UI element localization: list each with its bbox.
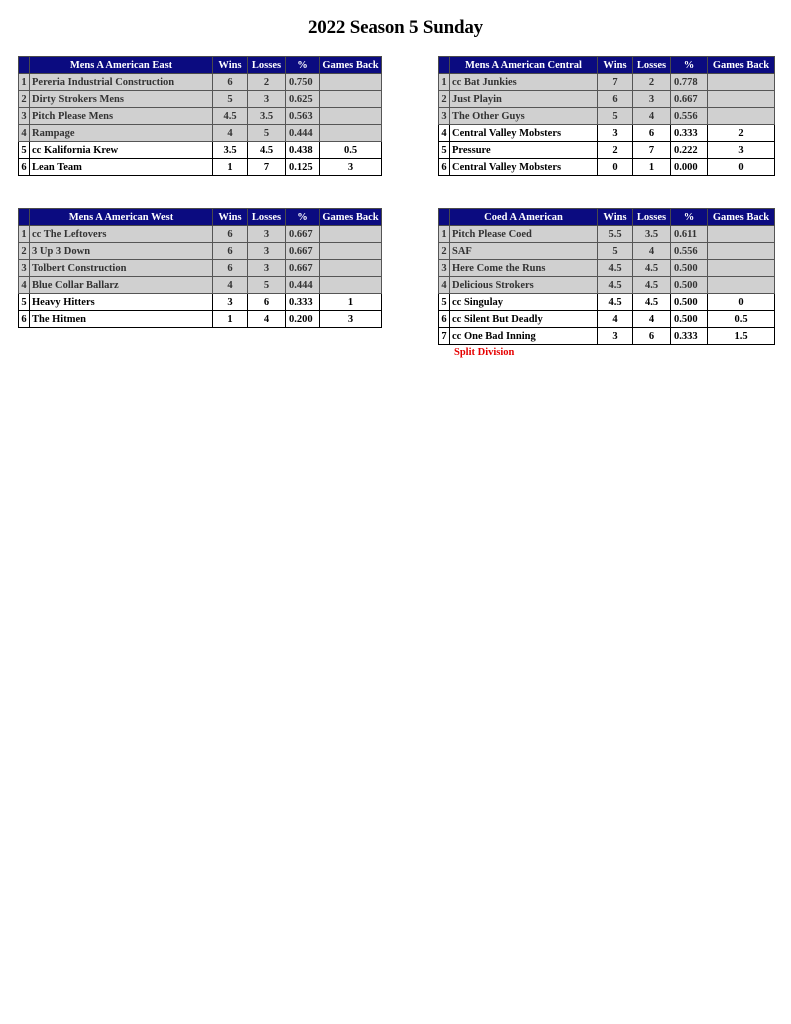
games-back-header: Games Back	[708, 57, 775, 74]
division-name-header: Mens A American Central	[450, 57, 598, 74]
team-name-cell: 3 Up 3 Down	[30, 243, 213, 260]
games-back-cell	[320, 91, 382, 108]
table-row	[19, 108, 382, 125]
table-row	[439, 328, 775, 345]
games-back-cell: 0	[708, 294, 775, 311]
games-back-cell: 1	[320, 294, 382, 311]
table-row	[439, 226, 775, 243]
table-row	[439, 142, 775, 159]
wins-cell: 1	[213, 159, 248, 176]
rank-cell: 4	[439, 277, 450, 294]
team-name-cell: cc Kalifornia Krew	[30, 142, 213, 159]
losses-cell: 1	[633, 159, 671, 176]
table-row	[439, 260, 775, 277]
table-row	[19, 311, 382, 328]
wins-header: Wins	[213, 57, 248, 74]
losses-header: Losses	[248, 57, 286, 74]
losses-cell: 3	[248, 260, 286, 277]
wins-cell: 4.5	[598, 277, 633, 294]
standings-table-coed-a-american	[438, 208, 775, 345]
games-back-cell	[708, 260, 775, 277]
rank-cell: 4	[439, 125, 450, 142]
losses-cell: 4.5	[633, 277, 671, 294]
team-name-cell: Rampage	[30, 125, 213, 142]
rank-cell: 5	[19, 142, 30, 159]
team-name-cell: Central Valley Mobsters	[450, 159, 598, 176]
pct-cell: 0.500	[671, 277, 708, 294]
pct-cell: 0.500	[671, 294, 708, 311]
losses-header: Losses	[633, 209, 671, 226]
team-name-cell: cc Bat Junkies	[450, 74, 598, 91]
wins-cell: 4	[213, 277, 248, 294]
games-back-cell	[708, 277, 775, 294]
team-name-cell: cc The Leftovers	[30, 226, 213, 243]
table-row	[19, 142, 382, 159]
games-back-cell	[320, 74, 382, 91]
wins-cell: 3.5	[213, 142, 248, 159]
team-name-cell: cc One Bad Inning	[450, 328, 598, 345]
pct-cell: 0.563	[286, 108, 320, 125]
rank-header	[19, 57, 30, 74]
games-back-cell	[708, 74, 775, 91]
rank-header	[19, 209, 30, 226]
wins-header: Wins	[213, 209, 248, 226]
wins-cell: 4.5	[213, 108, 248, 125]
wins-cell: 6	[213, 226, 248, 243]
table-header-row	[439, 209, 775, 226]
losses-header: Losses	[633, 57, 671, 74]
rank-cell: 6	[439, 159, 450, 176]
wins-cell: 3	[213, 294, 248, 311]
rank-cell: 4	[19, 277, 30, 294]
losses-cell: 3	[248, 243, 286, 260]
table-row	[19, 74, 382, 91]
rank-cell: 1	[19, 74, 30, 91]
table-row	[439, 159, 775, 176]
games-back-cell	[708, 91, 775, 108]
rank-cell: 3	[19, 260, 30, 277]
games-back-cell	[708, 226, 775, 243]
team-name-cell: cc Silent But Deadly	[450, 311, 598, 328]
table-row	[439, 91, 775, 108]
rank-cell: 2	[439, 243, 450, 260]
team-name-cell: Here Come the Runs	[450, 260, 598, 277]
wins-cell: 0	[598, 159, 633, 176]
pct-cell: 0.444	[286, 277, 320, 294]
losses-cell: 4	[248, 311, 286, 328]
standings-table-mens-a-american-east	[18, 56, 382, 176]
rank-cell: 1	[439, 74, 450, 91]
pct-cell: 0.333	[671, 328, 708, 345]
losses-header: Losses	[248, 209, 286, 226]
pct-cell: 0.500	[671, 260, 708, 277]
team-name-cell: Just Playin	[450, 91, 598, 108]
pct-cell: 0.667	[286, 243, 320, 260]
pct-cell: 0.667	[671, 91, 708, 108]
page-title: 2022 Season 5 Sunday	[308, 17, 483, 38]
games-back-cell	[320, 243, 382, 260]
rank-cell: 1	[439, 226, 450, 243]
wins-cell: 4.5	[598, 294, 633, 311]
rank-cell: 1	[19, 226, 30, 243]
wins-cell: 6	[213, 260, 248, 277]
rank-cell: 3	[19, 108, 30, 125]
games-back-cell: 2	[708, 125, 775, 142]
rank-header	[439, 57, 450, 74]
table-row	[19, 226, 382, 243]
losses-cell: 3.5	[633, 226, 671, 243]
losses-cell: 4	[633, 108, 671, 125]
pct-cell: 0.500	[671, 311, 708, 328]
split-division-note: Split Division	[454, 347, 515, 358]
games-back-cell: 3	[320, 159, 382, 176]
wins-header: Wins	[598, 57, 633, 74]
pct-cell: 0.778	[671, 74, 708, 91]
team-name-cell: Lean Team	[30, 159, 213, 176]
games-back-cell	[320, 277, 382, 294]
rank-cell: 2	[439, 91, 450, 108]
rank-cell: 5	[19, 294, 30, 311]
table-row	[439, 243, 775, 260]
losses-cell: 7	[633, 142, 671, 159]
table-row	[439, 277, 775, 294]
table-row	[439, 108, 775, 125]
pct-header: %	[671, 57, 708, 74]
rank-cell: 2	[19, 91, 30, 108]
losses-cell: 5	[248, 277, 286, 294]
losses-cell: 4	[633, 311, 671, 328]
games-back-cell: 0.5	[320, 142, 382, 159]
losses-cell: 4.5	[633, 260, 671, 277]
games-back-cell: 3	[320, 311, 382, 328]
losses-cell: 2	[248, 74, 286, 91]
losses-cell: 6	[248, 294, 286, 311]
table-header-row	[19, 209, 382, 226]
wins-cell: 3	[598, 328, 633, 345]
table-row	[439, 294, 775, 311]
wins-cell: 7	[598, 74, 633, 91]
games-back-cell	[708, 243, 775, 260]
rank-cell: 6	[439, 311, 450, 328]
wins-cell: 6	[213, 243, 248, 260]
team-name-cell: Blue Collar Ballarz	[30, 277, 213, 294]
pct-cell: 0.200	[286, 311, 320, 328]
table-row	[19, 260, 382, 277]
losses-cell: 4.5	[633, 294, 671, 311]
games-back-header: Games Back	[708, 209, 775, 226]
rank-cell: 5	[439, 142, 450, 159]
team-name-cell: The Hitmen	[30, 311, 213, 328]
table-row	[19, 125, 382, 142]
games-back-header: Games Back	[320, 57, 382, 74]
pct-cell: 0.611	[671, 226, 708, 243]
rank-cell: 6	[19, 311, 30, 328]
team-name-cell: Heavy Hitters	[30, 294, 213, 311]
games-back-cell	[320, 260, 382, 277]
table-header-row	[19, 57, 382, 74]
table-row	[439, 74, 775, 91]
pct-cell: 0.125	[286, 159, 320, 176]
rank-cell: 3	[439, 260, 450, 277]
team-name-cell: Pressure	[450, 142, 598, 159]
pct-cell: 0.444	[286, 125, 320, 142]
team-name-cell: Delicious Strokers	[450, 277, 598, 294]
games-back-cell	[708, 108, 775, 125]
table-header-row	[439, 57, 775, 74]
games-back-cell: 3	[708, 142, 775, 159]
pct-cell: 0.750	[286, 74, 320, 91]
losses-cell: 3	[248, 226, 286, 243]
team-name-cell: Pitch Please Coed	[450, 226, 598, 243]
team-name-cell: cc Singulay	[450, 294, 598, 311]
wins-cell: 6	[213, 74, 248, 91]
pct-header: %	[286, 209, 320, 226]
wins-cell: 5	[598, 108, 633, 125]
wins-cell: 3	[598, 125, 633, 142]
division-name-header: Coed A American	[450, 209, 598, 226]
division-name-header: Mens A American West	[30, 209, 213, 226]
rank-cell: 6	[19, 159, 30, 176]
games-back-header: Games Back	[320, 209, 382, 226]
table-row	[19, 91, 382, 108]
losses-cell: 3.5	[248, 108, 286, 125]
pct-cell: 0.333	[671, 125, 708, 142]
wins-header: Wins	[598, 209, 633, 226]
wins-cell: 6	[598, 91, 633, 108]
team-name-cell: Tolbert Construction	[30, 260, 213, 277]
rank-cell: 5	[439, 294, 450, 311]
games-back-cell	[320, 125, 382, 142]
pct-cell: 0.222	[671, 142, 708, 159]
losses-cell: 6	[633, 125, 671, 142]
team-name-cell: The Other Guys	[450, 108, 598, 125]
losses-cell: 4.5	[248, 142, 286, 159]
team-name-cell: SAF	[450, 243, 598, 260]
team-name-cell: Pereria Industrial Construction	[30, 74, 213, 91]
table-row	[439, 125, 775, 142]
pct-cell: 0.556	[671, 243, 708, 260]
pct-cell: 0.438	[286, 142, 320, 159]
pct-header: %	[671, 209, 708, 226]
table-row	[19, 243, 382, 260]
losses-cell: 3	[633, 91, 671, 108]
rank-header	[439, 209, 450, 226]
losses-cell: 6	[633, 328, 671, 345]
table-row	[19, 159, 382, 176]
games-back-cell	[320, 108, 382, 125]
losses-cell: 5	[248, 125, 286, 142]
pct-cell: 0.667	[286, 260, 320, 277]
wins-cell: 4	[213, 125, 248, 142]
rank-cell: 2	[19, 243, 30, 260]
rank-cell: 3	[439, 108, 450, 125]
games-back-cell: 1.5	[708, 328, 775, 345]
table-row	[19, 277, 382, 294]
table-row	[19, 294, 382, 311]
wins-cell: 4	[598, 311, 633, 328]
pct-header: %	[286, 57, 320, 74]
pct-cell: 0.333	[286, 294, 320, 311]
losses-cell: 2	[633, 74, 671, 91]
table-row	[439, 311, 775, 328]
pct-cell: 0.000	[671, 159, 708, 176]
rank-cell: 7	[439, 328, 450, 345]
pct-cell: 0.667	[286, 226, 320, 243]
wins-cell: 4.5	[598, 260, 633, 277]
games-back-cell	[320, 226, 382, 243]
team-name-cell: Dirty Strokers Mens	[30, 91, 213, 108]
wins-cell: 1	[213, 311, 248, 328]
rank-cell: 4	[19, 125, 30, 142]
division-name-header: Mens A American East	[30, 57, 213, 74]
team-name-cell: Central Valley Mobsters	[450, 125, 598, 142]
team-name-cell: Pitch Please Mens	[30, 108, 213, 125]
wins-cell: 2	[598, 142, 633, 159]
wins-cell: 5	[213, 91, 248, 108]
losses-cell: 4	[633, 243, 671, 260]
games-back-cell: 0	[708, 159, 775, 176]
losses-cell: 3	[248, 91, 286, 108]
games-back-cell: 0.5	[708, 311, 775, 328]
pct-cell: 0.625	[286, 91, 320, 108]
wins-cell: 5.5	[598, 226, 633, 243]
standings-table-mens-a-american-west	[18, 208, 382, 328]
wins-cell: 5	[598, 243, 633, 260]
standings-table-mens-a-american-central	[438, 56, 775, 176]
losses-cell: 7	[248, 159, 286, 176]
pct-cell: 0.556	[671, 108, 708, 125]
